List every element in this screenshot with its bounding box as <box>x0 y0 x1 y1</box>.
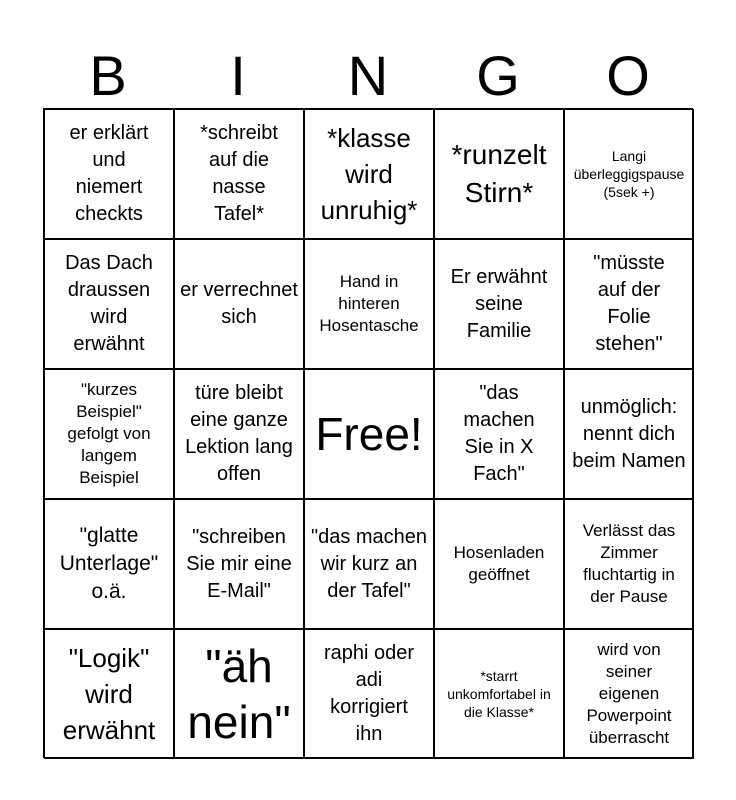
bingo-cell[interactable] <box>304 239 434 369</box>
cell-text: "das machen wir kurz an der Tafel" <box>310 525 428 602</box>
bingo-cell[interactable] <box>44 499 174 629</box>
bingo-cell[interactable] <box>44 109 174 239</box>
bingo-cell[interactable] <box>434 239 564 369</box>
bingo-cell[interactable] <box>564 369 694 499</box>
bingo-cell[interactable] <box>434 499 564 629</box>
cell-text: unmöglich: nennt dich beim Namen <box>572 395 686 472</box>
free-space[interactable] <box>304 369 434 499</box>
cell-text: türe bleibt eine ganze Lektion lang offen <box>185 382 293 485</box>
free-text: Free! <box>315 408 423 460</box>
bingo-grid <box>43 108 693 758</box>
bingo-cell[interactable] <box>564 499 694 629</box>
cell-text: *klasse wird unruhig* <box>320 123 418 225</box>
bingo-cell[interactable] <box>174 239 304 369</box>
bingo-cell[interactable] <box>174 109 304 239</box>
bingo-cell[interactable] <box>174 629 304 759</box>
bingo-cell[interactable] <box>564 239 694 369</box>
cell-text: Er erwähnt seine Familie <box>450 265 548 342</box>
bingo-cell[interactable] <box>174 499 304 629</box>
bingo-cell[interactable] <box>434 629 564 759</box>
bingo-cell[interactable] <box>304 109 434 239</box>
cell-text: "glatte Unterlage" o.ä. <box>59 524 159 603</box>
cell-text: Hand in hinteren Hosentasche <box>319 272 419 335</box>
header-letter-i: I <box>230 44 246 107</box>
cell-text: "das machen Sie in X Fach" <box>463 382 535 485</box>
bingo-header <box>43 44 693 108</box>
bingo-cell[interactable] <box>434 109 564 239</box>
bingo-cell[interactable] <box>304 629 434 759</box>
bingo-cell[interactable] <box>44 239 174 369</box>
cell-text: Langi überleggigspause (5sek +) <box>573 148 685 200</box>
bingo-cell[interactable] <box>174 369 304 499</box>
cell-text: Hosenladen geöffnet <box>453 543 545 584</box>
cell-text: er verrechnet sich <box>180 279 298 328</box>
cell-text: wird von seiner eigenen Powerpoint überrascht <box>586 640 672 747</box>
cell-text: "müsste auf der Folie stehen" <box>593 252 665 355</box>
bingo-cell[interactable] <box>304 499 434 629</box>
bingo-cell[interactable] <box>44 369 174 499</box>
header-letter-o: O <box>606 44 650 107</box>
cell-text: raphi oder adi korrigiert ihn <box>323 642 415 745</box>
cell-text: Das Dach draussen wird erwähnt <box>65 252 153 355</box>
cell-text: "Logik" wird erwähnt <box>62 643 156 745</box>
cell-text: "kurzes Beispiel" gefolgt von langem Beispiel <box>67 380 151 487</box>
cell-text: Verlässt das Zimmer fluchtartig in der Pause <box>582 521 676 606</box>
bingo-cell[interactable] <box>564 109 694 239</box>
cell-text: "schreiben Sie mir eine E-Mail" <box>186 525 292 602</box>
cell-text: er erklärt und niemert checkts <box>69 122 149 225</box>
bingo-cell[interactable] <box>564 629 694 759</box>
cell-text: *schreibt auf die nasse Tafel* <box>200 122 278 225</box>
cell-text: *starrt unkomfortabel in die Klasse* <box>447 668 551 720</box>
header-letter-n: N <box>347 44 389 107</box>
bingo-cell[interactable] <box>44 629 174 759</box>
cell-text: "äh nein" <box>187 640 291 748</box>
cell-text: *runzelt Stirn* <box>451 139 547 208</box>
bingo-cell[interactable] <box>434 369 564 499</box>
header-letter-b: B <box>89 44 127 107</box>
header-letter-g: G <box>476 44 520 107</box>
